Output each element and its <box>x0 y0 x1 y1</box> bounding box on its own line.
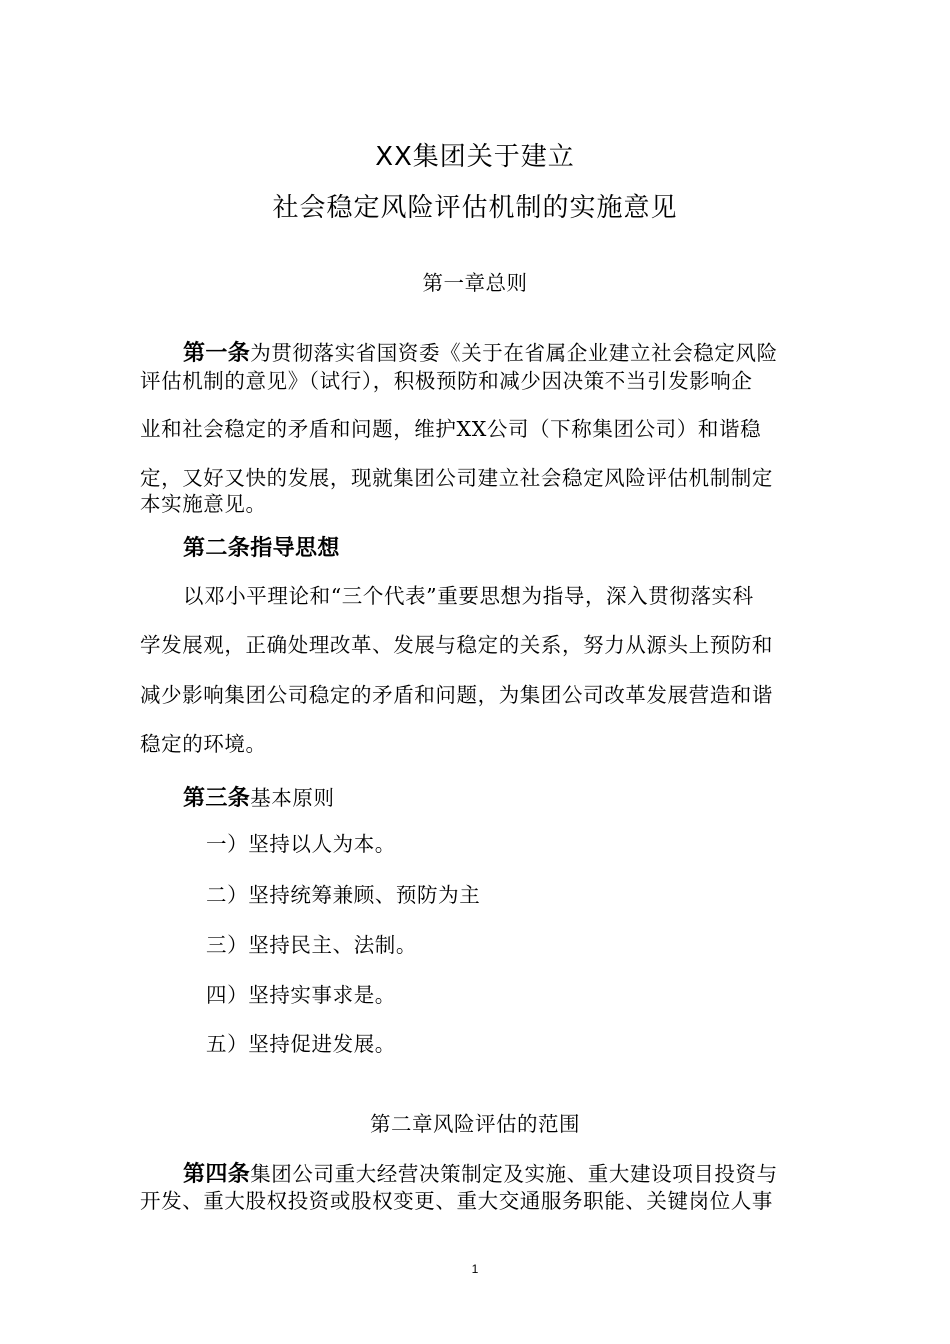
article-1-label: 第一条 <box>183 341 251 366</box>
principle-item: 一）坚持以人为本。 <box>206 832 396 856</box>
article-2-line-1: 以邓小平理论和“三个代表”重要思想为指导，深入贯彻落实科 <box>183 584 754 608</box>
article-4-line-1 <box>183 1161 778 1188</box>
article-3-heading <box>183 785 335 812</box>
article-4-line-2: 开发、重大股权投资或股权变更、重大交通服务职能、关键岗位人事 <box>140 1189 773 1213</box>
article-1-line-2: 评估机制的意见》（试行），积极预防和减少因决策不当引发影响企 <box>140 369 753 393</box>
principle-item: 四）坚持实事求是。 <box>206 983 396 1007</box>
article-2-line-2: 学发展观，正确处理改革、发展与稳定的关系，努力从源头上预防和 <box>140 633 773 657</box>
page-number: 1 <box>471 1262 479 1276</box>
document-title-line-2: 社会稳定风险评估机制的实施意见 <box>272 193 678 223</box>
article-4-text-1: 集团公司重大经营决策制定及实施、重大建设项目投资与 <box>250 1162 778 1186</box>
article-4-label: 第四条 <box>183 1162 251 1187</box>
article-1-line-5: 本实施意见。 <box>140 492 267 516</box>
chapter-2-heading: 第二章风险评估的范围 <box>370 1112 580 1136</box>
article-3-title: 基本原则 <box>250 786 335 810</box>
article-2-heading: 第二条指导思想 <box>183 536 340 561</box>
article-1-text-1: 为贯彻落实省国资委《关于在省属企业建立社会稳定风险 <box>250 341 778 365</box>
chapter-1-heading: 第一章总则 <box>422 271 528 295</box>
principle-item: 五）坚持促进发展。 <box>206 1032 396 1056</box>
article-1-line-4: 定，又好又快的发展，现就集团公司建立社会稳定风险评估机制制定 <box>140 466 773 490</box>
article-2-line-3: 减少影响集团公司稳定的矛盾和问题，为集团公司改革发展营造和谐 <box>140 683 773 707</box>
principle-item: 三）坚持民主、法制。 <box>206 933 417 957</box>
principle-item: 二）坚持统筹兼顾、预防为主 <box>206 883 481 907</box>
article-1-line-3: 业和社会稳定的矛盾和问题，维护XX公司（下称集团公司）和谐稳 <box>140 417 762 441</box>
article-3-label: 第三条 <box>183 786 251 811</box>
document-title-line-1: XX集团关于建立 <box>375 142 575 172</box>
article-2-line-4: 稳定的环境。 <box>140 732 267 756</box>
article-1-line-1 <box>183 340 778 367</box>
